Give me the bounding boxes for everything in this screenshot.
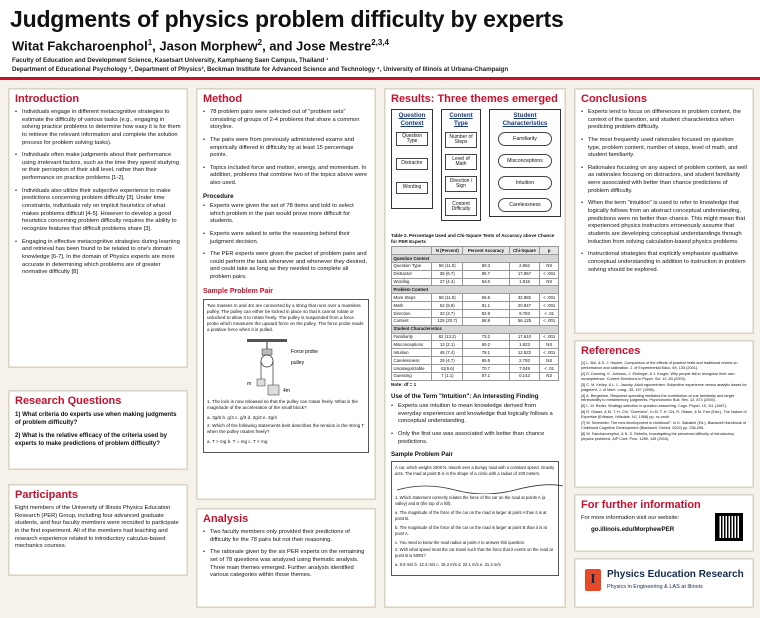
mass-large — [268, 385, 279, 395]
table-cell: 46 (7.4) — [432, 349, 463, 357]
bullet-item: • Topics included force and motion, energy, and momentum. In addition, problems that combine two of the topics above were also used. — [203, 165, 369, 188]
table-row — [392, 302, 559, 310]
bullet-item: • Only the first use was associated with better than chance predictions. — [391, 431, 559, 446]
bullet-item: • The rationale given by the six PER experts on the remaining set of 78 questions was analyzed using thematic analysis. Three main themes emerged. Further analysis identified various categories within those themes. — [203, 549, 369, 580]
author-separator: , and — [262, 38, 297, 54]
theme-label: Student Characteristics — [502, 112, 548, 128]
reference-item: [5] L. M. Reder, Strategy selection in question answering. Cogn. Psych. 19, 111 (1987). — [581, 404, 727, 409]
themes-diagram — [391, 109, 559, 227]
table-cell: Uncategorizable — [392, 365, 432, 373]
table-cell: 63.0 — [463, 278, 509, 286]
sample-problem-label: Sample Problem Pair — [391, 451, 453, 459]
answer-options: a. 9.9 m/s b. 12.4 m/s c. 15.3 m/s d. 22.1 m/s e. 31.3 m/s — [395, 562, 501, 568]
bumpy-road-diagram — [395, 480, 565, 494]
author-list — [12, 38, 389, 53]
author-affil-mark: 2 — [257, 38, 263, 47]
category-box: Number of Steps — [445, 132, 477, 148]
table-cell: More Steps — [392, 294, 432, 302]
table-cell: Direction — [392, 310, 432, 318]
theme-label: Content Type — [449, 112, 473, 128]
table-cell: Math — [392, 302, 432, 310]
question-text: 2. Which of the following statements best describes the tension in the string T when the pulley rotates freely? — [207, 422, 365, 434]
reference-item: [4] A. Bergstrom, Response speeding mediates the contribution of cue familiarity and target retrievability to metamemory judgments. Psychonomic Bull. Rev. 12, 874 (2005). — [581, 393, 735, 403]
table-cell: 56.125 — [509, 317, 540, 325]
category-pill: Carelessness — [498, 198, 552, 212]
table-cell: NS — [540, 372, 559, 380]
bullet-item: • Experts use intuition to mean knowledge derived from everyday experiences and knowledge that logically follows a conceptual understanding. — [391, 403, 559, 426]
bullet-item: • Individuals also utilize their subjective experience to make predictions concerning problem difficulty [3]. Under time constraints, individuals rely on implicit heuristics of what makes problems difficult [4-5]. However to develop a good heuristics concerning problem difficulty requires the ability to recognize features that difficult problems share [3]. — [15, 188, 181, 234]
mass-label: m — [247, 380, 252, 387]
answer-option: b. The magnitude of the force of the car on the road is larger at point B than it is at point A. — [395, 525, 547, 536]
table-cell: Misconceptions — [392, 341, 432, 349]
reference-item: [2] D. Dunning, K. Johnson, J. Ehrlinger, & J. Kruger, Why people fail to recognize their own incompetence. Current Directions in Psych. Sci. 12, 83 (2003). — [581, 371, 735, 381]
author-name: Witat Fakcharoenphol — [12, 38, 148, 54]
bullet-item: • 78 problem pairs were selected out of "problem sets" consisting of groups of 2-4 problems that share a common storyline. — [203, 109, 369, 132]
illinois-logo-icon — [585, 569, 601, 591]
table-header-cell: p — [540, 247, 559, 255]
table-row — [392, 333, 559, 341]
conclusions-section — [574, 88, 754, 334]
bullet-item: • When the term "intuition" is used to refer to knowledge that logically follows from an abstract conceptual understanding, predictions were no better than chance. This might mean that experienced physics instructors erroneously assume that students are developing conceptual understandings through induction from solving calculation-based physics problems. — [581, 200, 747, 246]
answer-options: a. T > mg b. T = mg c. T < mg — [207, 438, 268, 444]
bullet-item: • The PER experts were given the packet of problem pairs and could perform the task whenever and whenever they desired, and could take as long as they needed to complete all problem pairs. — [203, 251, 369, 282]
question-text: 2. With what speed must the car travel such that the force that it exerts on the road at point B is 500N? — [395, 547, 553, 558]
bullet-item: • Experts tend to focus on differences in problem content, the context of the question, and student characteristics when predicting problem difficulty. — [581, 109, 747, 132]
sample-problem-box — [391, 461, 559, 575]
theme-question-context — [391, 109, 433, 209]
section-heading: Results: Three themes emerged — [391, 93, 558, 105]
table-cell: 17.610 — [509, 333, 540, 341]
poster-header — [0, 0, 760, 80]
table-cell: 81.1 — [463, 302, 509, 310]
table-cell: 27 (4.4) — [432, 278, 463, 286]
table-cell: 52 (9.8) — [432, 302, 463, 310]
table-row — [392, 262, 559, 270]
table-cell: < .001 — [540, 302, 559, 310]
table-cell: 1.815 — [509, 278, 540, 286]
table-row — [392, 310, 559, 318]
table-row — [392, 357, 559, 365]
table-cell: 13 (2.1) — [432, 341, 463, 349]
table-row — [392, 270, 559, 278]
table-cell: 9.783 — [509, 310, 540, 318]
answer-option: a. The magnitude of the force of the car on the road is larger at point A than it is at point B. — [395, 510, 547, 521]
table-row — [392, 294, 559, 302]
table-cell: < .001 — [540, 349, 559, 357]
method-section — [196, 88, 376, 500]
category-box: Level of Math — [445, 154, 477, 170]
section-heading: Method — [203, 93, 243, 105]
table-row — [392, 341, 559, 349]
table-section-label: Problem Content — [392, 286, 559, 294]
pulley-diagram — [207, 337, 375, 397]
table-cell: 33 (3.7) — [432, 310, 463, 318]
pulley-wheel — [261, 355, 273, 367]
website-link[interactable]: go.illinois.edu/MorphewPER — [591, 525, 675, 533]
table-cell: 70.7 — [463, 365, 509, 373]
section-heading: Research Questions — [15, 395, 122, 407]
bullet-item: • Individuals often make judgments about their performance using irrelevant factors, such as the time they spend studying or their perception of their skill level, rather than their performance on practice problems [1-2]. — [15, 152, 181, 183]
road-curve — [397, 485, 563, 494]
bullet-item: • Experts were given the set of 78 items and told to select which problem in the pair would prove more difficult for students. — [203, 203, 369, 226]
table-row — [392, 278, 559, 286]
table-cell: Familiarity — [392, 333, 432, 341]
table-header-cell: Chi-Square — [509, 247, 540, 255]
table-cell: Carelessness — [392, 357, 432, 365]
research-question: 2) What is the relative efficacy of the criteria used by experts to make predictions of problem difficulty? — [15, 432, 168, 448]
author-name: Jose Mestre — [296, 38, 372, 54]
table-cell: Wording — [392, 278, 432, 286]
ceiling-mount — [247, 339, 287, 342]
table-header-cell: N (Percent) — [432, 247, 463, 255]
table-header-cell: Percent Accuracy — [463, 247, 509, 255]
qr-code-icon[interactable] — [715, 513, 743, 541]
intuition-heading: Use of the Term "Intuition": An Interesting Finding — [391, 392, 539, 400]
table-cell: 65.5 — [463, 357, 509, 365]
research-question: 1) What criteria do experts use when making judgments of problem difficulty? — [15, 411, 177, 427]
bullet-item: • Engaging in effective metacognitive strategies during learning and retrieval has been found to be related to one's domain knowledge [6-7]. In the domain of Physics experts are more accurate in determining which problems are of greater normative difficulty [8] — [15, 239, 181, 277]
table-cell: 73.2 — [463, 333, 509, 341]
section-heading: References — [581, 345, 641, 357]
table-cell: 60.3 — [463, 262, 509, 270]
table-cell: 2.793 — [509, 357, 540, 365]
affiliation-line: Department of Educational Psychology ², Department of Physics³, Beckman Institute for Advanced Science and Technology ⁴, University of Illinois at Urbana-Champaign — [12, 66, 509, 73]
research-questions-section — [8, 390, 188, 470]
theme-label: Question Context — [398, 112, 426, 128]
table-cell: NS — [540, 341, 559, 349]
paragraph: Eight members of the University of Illinois Physics Education Research (PER) Group, including four advanced graduate students, and four faculty members were recruited to participate in the first experiment. All of the members had teaching and research experience related to introductory calculus-based mechanics courses. — [15, 505, 179, 550]
table-note: Note: df = 1 — [391, 381, 417, 387]
category-pill: Familiarity — [498, 132, 552, 146]
table-section-label: Question Context — [392, 254, 559, 262]
bullet-item: • Experts were asked to write the reasoning behind their judgment decision. — [203, 231, 369, 246]
mass-label: 4m — [283, 387, 290, 394]
poster-title: Judgments of physics problem difficulty by experts — [10, 6, 564, 32]
section-heading: Conclusions — [581, 93, 648, 105]
table-cell: 7.049 — [509, 365, 540, 373]
table-row — [392, 372, 559, 380]
table-section-row — [392, 325, 559, 333]
bullet-item: • Individuals engage in different metacognitive strategies to estimate the difficulty of various tasks (e.g., engaging in solving practice problems to determine how easy it is for them to retrieve the relevant information and complete the solution process for problem solving tasks). — [15, 109, 181, 147]
table-cell: < .001 — [540, 270, 559, 278]
results-section — [384, 88, 566, 608]
section-heading: Introduction — [15, 93, 80, 105]
table-cell: 68.9 — [463, 317, 509, 325]
introduction-section — [8, 88, 188, 368]
table-section-row — [392, 286, 559, 294]
table-section-row — [392, 254, 559, 262]
category-box: Content Difficulty — [445, 198, 477, 216]
table-cell: 69.2 — [463, 341, 509, 349]
question-text: 1. Which statement correctly relates the force of the car on the road at points A (a valley) and B (the top of a hill). — [395, 495, 546, 506]
affiliation-line: Faculty of Education and Development Science, Kasetsart University, Kamphaeng Saen Campus, Thailand ¹ — [12, 57, 329, 64]
table-cell: 17.857 — [509, 270, 540, 278]
reference-item: [7] W. Schneider, The new development in childhood". In D. Sakakini (Ed.), Blackwell Handbook of Childhood Cognitive Development (Blackwell, Oxford, 2002) pp. 236-256. — [581, 421, 747, 431]
participants-section — [8, 484, 188, 576]
references-section — [574, 340, 754, 488]
author-separator: , — [152, 38, 160, 54]
table-row — [392, 365, 559, 373]
table-cell: NS — [540, 278, 559, 286]
answer-options: a. 3g/5 b. g/3 c. g/3 d. 2g/3 e. 3g/4 — [207, 414, 277, 420]
table-cell: Content — [392, 317, 432, 325]
analysis-section — [196, 508, 376, 608]
table-cell: 20.847 — [509, 302, 540, 310]
table-row — [392, 349, 559, 357]
category-box: Question Type — [396, 132, 428, 146]
table-header-cell — [392, 247, 432, 255]
problem-text: A car, which weighs 1000 N, travels over a bumpy road with a constant speed. Gravity acts. The mad at point B is in the shape of a circle with a radius of 100 meters. — [395, 465, 555, 476]
pulley-label: pulley — [291, 359, 305, 366]
table-cell: < .001 — [540, 317, 559, 325]
table-cell: 58 (11.0) — [432, 262, 463, 270]
reference-item: [6] R. Glaser, & M. T. H. Chi, "Overview", In M. T. H. Chi, R. Glaser, & M. Farr (Eds.), The Nature of Expertise (Erlbaum, Hillsdale, NJ, 1988) pp. xv-xxviii. — [581, 410, 747, 420]
logo-title: Physics Education Research — [607, 569, 744, 580]
table-cell: 41(6.6) — [432, 365, 463, 373]
sample-problem-label: Sample Problem Pair — [203, 287, 274, 295]
probe-label: Force probe — [291, 348, 318, 355]
table-cell: Question Type — [392, 262, 432, 270]
table-cell: < .001 — [540, 333, 559, 341]
results-table — [391, 246, 559, 381]
category-box: Direction / Sign — [445, 176, 477, 192]
table-body — [392, 254, 559, 380]
table-cell: NS — [540, 357, 559, 365]
section-heading: For further information — [581, 499, 701, 511]
section-heading: Analysis — [203, 513, 249, 525]
category-box: Distractor — [396, 158, 428, 170]
table-cell: 85.7 — [463, 270, 509, 278]
author-affil-mark: 2,3,4 — [371, 38, 389, 47]
results-table-wrapper — [391, 233, 559, 388]
bullet-item: • The pairs were from previously administered exams and empirically differed in difficulty by at least 15 percentage points. — [203, 137, 369, 160]
table-cell: 2.862 — [509, 262, 540, 270]
table-caption: Table 2. Percentage Used and Chi-Square Tests of Accuracy above Chance for PER Experts — [391, 233, 555, 245]
logo-subtitle: Physics in Engineering & LAS at Illinois — [607, 584, 703, 590]
table-cell: Distractor — [392, 270, 432, 278]
table-cell: 35 (6.7) — [432, 270, 463, 278]
table-cell: 58 (11.0) — [432, 294, 463, 302]
author-affil-mark: 1 — [147, 38, 153, 47]
force-probe — [262, 349, 272, 355]
table-cell: Guessing — [392, 372, 432, 380]
table-cell: 1.923 — [509, 341, 540, 349]
table-cell: 78.1 — [463, 349, 509, 357]
table-cell: 125 (20.7) — [432, 317, 463, 325]
bullet-item: • Two faculty members only provided their predictions of difficulty for the 78 pairs but not their reasoning. — [203, 529, 369, 544]
info-text: For more information visit our website: — [581, 515, 680, 521]
question-text: 1. The lock is now released so that the pulley can rotate freely. What is the magnitude of the acceleration of the small block? — [207, 398, 358, 410]
bullet-item: • The most frequently used rationales focused on question type, problem content, number of steps, level of math, and student familiarity. — [581, 137, 747, 160]
table-cell: NS — [540, 262, 559, 270]
table-cell: 12.522 — [509, 349, 540, 357]
table-cell: 57.1 — [463, 372, 509, 380]
further-info-section — [574, 494, 754, 552]
problem-text: Two masses m and 4m are connected by a string that runs over a massless pulley. The pulley can either be locked in place so that it cannot rotate or unlocked to allow it to rotate freely. The pulley is suspended from a force probe which measures the upward force on the pulley. The force probe reads a positive force when it is pulled. — [207, 302, 364, 332]
table-row — [392, 317, 559, 325]
procedure-label: Procedure — [203, 192, 234, 200]
category-pill: Misconceptions — [498, 154, 552, 168]
logo-banner — [574, 558, 754, 608]
reference-item: [8] W. Fakcharoenphol, & N. S. Rebello, Investigating the perceived difficulty of introductory physics problems, AIP Conf. Proc. 1289, 149 (2010). — [581, 431, 735, 441]
category-box: Wording — [396, 182, 428, 194]
author-name: Jason Morphew — [159, 38, 258, 54]
table-cell: Intuition — [392, 349, 432, 357]
category-pill: Intuition — [498, 176, 552, 190]
reference-item: [3] C. M. Kelley, & L. L. Jacoby, Adult egocentrism: Subjective experience versus analytic bases for judgment. J. of Mem. Lang., 35, 157 (1996). — [581, 382, 747, 392]
table-cell: 82 (13.2) — [432, 333, 463, 341]
table-cell: < .001 — [540, 294, 559, 302]
table-cell: 29 (4.7) — [432, 357, 463, 365]
section-heading: Participants — [15, 489, 78, 501]
bullet-item: • Instructional strategies that explicitly emphasize qualitative conceptual understanding in addition to instruction in problem solving should be explored. — [581, 251, 747, 274]
theme-student-characteristics — [489, 109, 561, 217]
answer-option: c. You need to know the road radius at point A to answer this question. — [395, 540, 526, 545]
sample-problem-box — [203, 299, 369, 453]
table-cell: 65.5 — [463, 294, 509, 302]
bullet-item: • Rationales focusing on any aspect of problem content, as well as rationales focusing on distractors, and student familiarity were associated with better than chance predictions of problem difficulty. — [581, 165, 747, 196]
table-cell: 32.882 — [509, 294, 540, 302]
table-cell: 7 (1.1) — [432, 372, 463, 380]
table-header-row — [392, 247, 559, 255]
theme-content-type — [441, 109, 481, 221]
table-cell: 0.143 — [509, 372, 540, 380]
table-section-label: Student Characteristics — [392, 325, 559, 333]
table-cell: < .01 — [540, 310, 559, 318]
reference-item: [1] L. Bol, & D. J. Hacker, Comparison of the effects of practice tests and traditional review on performance and calibration. J. of Experimental Educ. 69, 133 (2001). — [581, 361, 738, 370]
table-cell: 82.8 — [463, 310, 509, 318]
table-cell: < .01 — [540, 365, 559, 373]
mass-small — [257, 379, 265, 386]
